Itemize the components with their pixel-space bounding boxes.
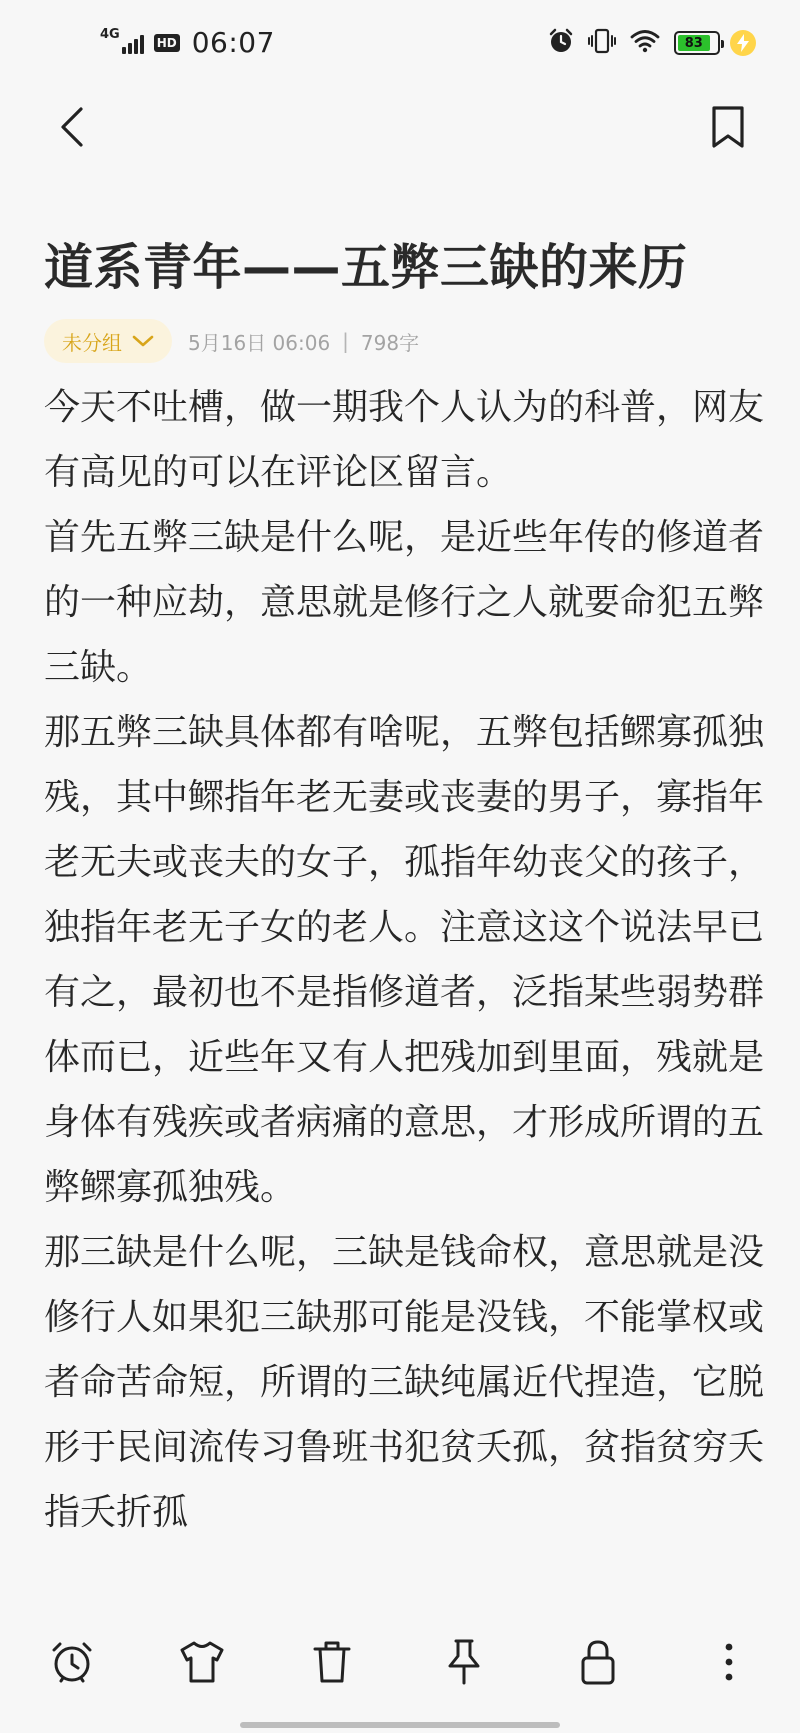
battery-level [678,35,710,51]
status-bar [0,0,800,90]
charging-icon [730,30,756,56]
more-icon [723,1642,735,1682]
alarm-icon [548,28,574,58]
status-left [100,26,275,59]
note-body[interactable] [44,375,764,1545]
bookmark-button[interactable] [706,102,750,152]
status-time: 06:07 [191,26,275,59]
chevron-left-icon [59,107,85,147]
battery-percent: 83 [684,35,703,51]
shirt-icon [178,1640,226,1684]
trash-icon [312,1639,352,1685]
group-label: 未分组 [62,330,122,355]
lock-icon [579,1638,617,1686]
status-right [548,28,756,58]
group-selector[interactable] [44,319,172,363]
network-type: 4G [100,27,120,42]
note-title[interactable]: 道系青年——五弊三缺的来历 [44,239,688,296]
back-button[interactable] [52,102,92,152]
signal-icon [122,32,144,54]
theme-button[interactable] [174,1634,230,1690]
alarm-icon [49,1639,95,1685]
meta-separator: | [342,329,349,353]
wifi-icon [630,29,660,57]
delete-button[interactable] [304,1634,360,1690]
note-meta [44,318,419,364]
hd-badge: HD [154,34,180,52]
paragraph: 今天不吐槽，做一期我个人认为的科普，网友有高见的可以在评论区留言。 [44,387,765,493]
bookmark-icon [710,105,746,149]
paragraph: 那五弊三缺具体都有啥呢，五弊包括鳏寡孤独残，其中鳏指年老无妻或丧妻的男子，寡指年老无夫或丧夫的女子，孤指年幼丧父的孩子，独指年老无子女的老人。注意这这个说法早已有之，最初也不是指修道者，泛指某些弱势群体而已，近些年又有人把残加到里面，残就是身体有残疾或者病痛的意思，才形成所谓的五弊鳏寡孤独残。 [44,712,765,1208]
reminder-button[interactable] [44,1634,100,1690]
battery-icon [674,31,720,55]
chevron-down-icon [132,334,154,348]
paragraph: 首先五弊三缺是什么呢，是近些年传的修道者的一种应劫，意思就是修行之人就要命犯五弊三缺。 [44,517,765,688]
paragraph: 那三缺是什么呢，三缺是钱命权，意思就是没修行人如果犯三缺那可能是没钱，不能掌权或者命苦命短，所谓的三缺纯属近代捏造，它脱形于民间流传习鲁班书犯贫夭孤，贫指贫穷夭指夭折孤 [44,1232,765,1533]
home-indicator[interactable] [240,1722,560,1728]
meta-info [188,327,419,356]
pin-button[interactable] [436,1634,492,1690]
note-date: 5月16日 06:06 [188,330,331,355]
pin-icon [444,1638,484,1686]
vibrate-icon [588,28,616,58]
word-count: 798字 [360,330,420,355]
lock-button[interactable] [570,1634,626,1690]
bottom-toolbar [0,1612,800,1733]
more-button[interactable] [701,1634,757,1690]
